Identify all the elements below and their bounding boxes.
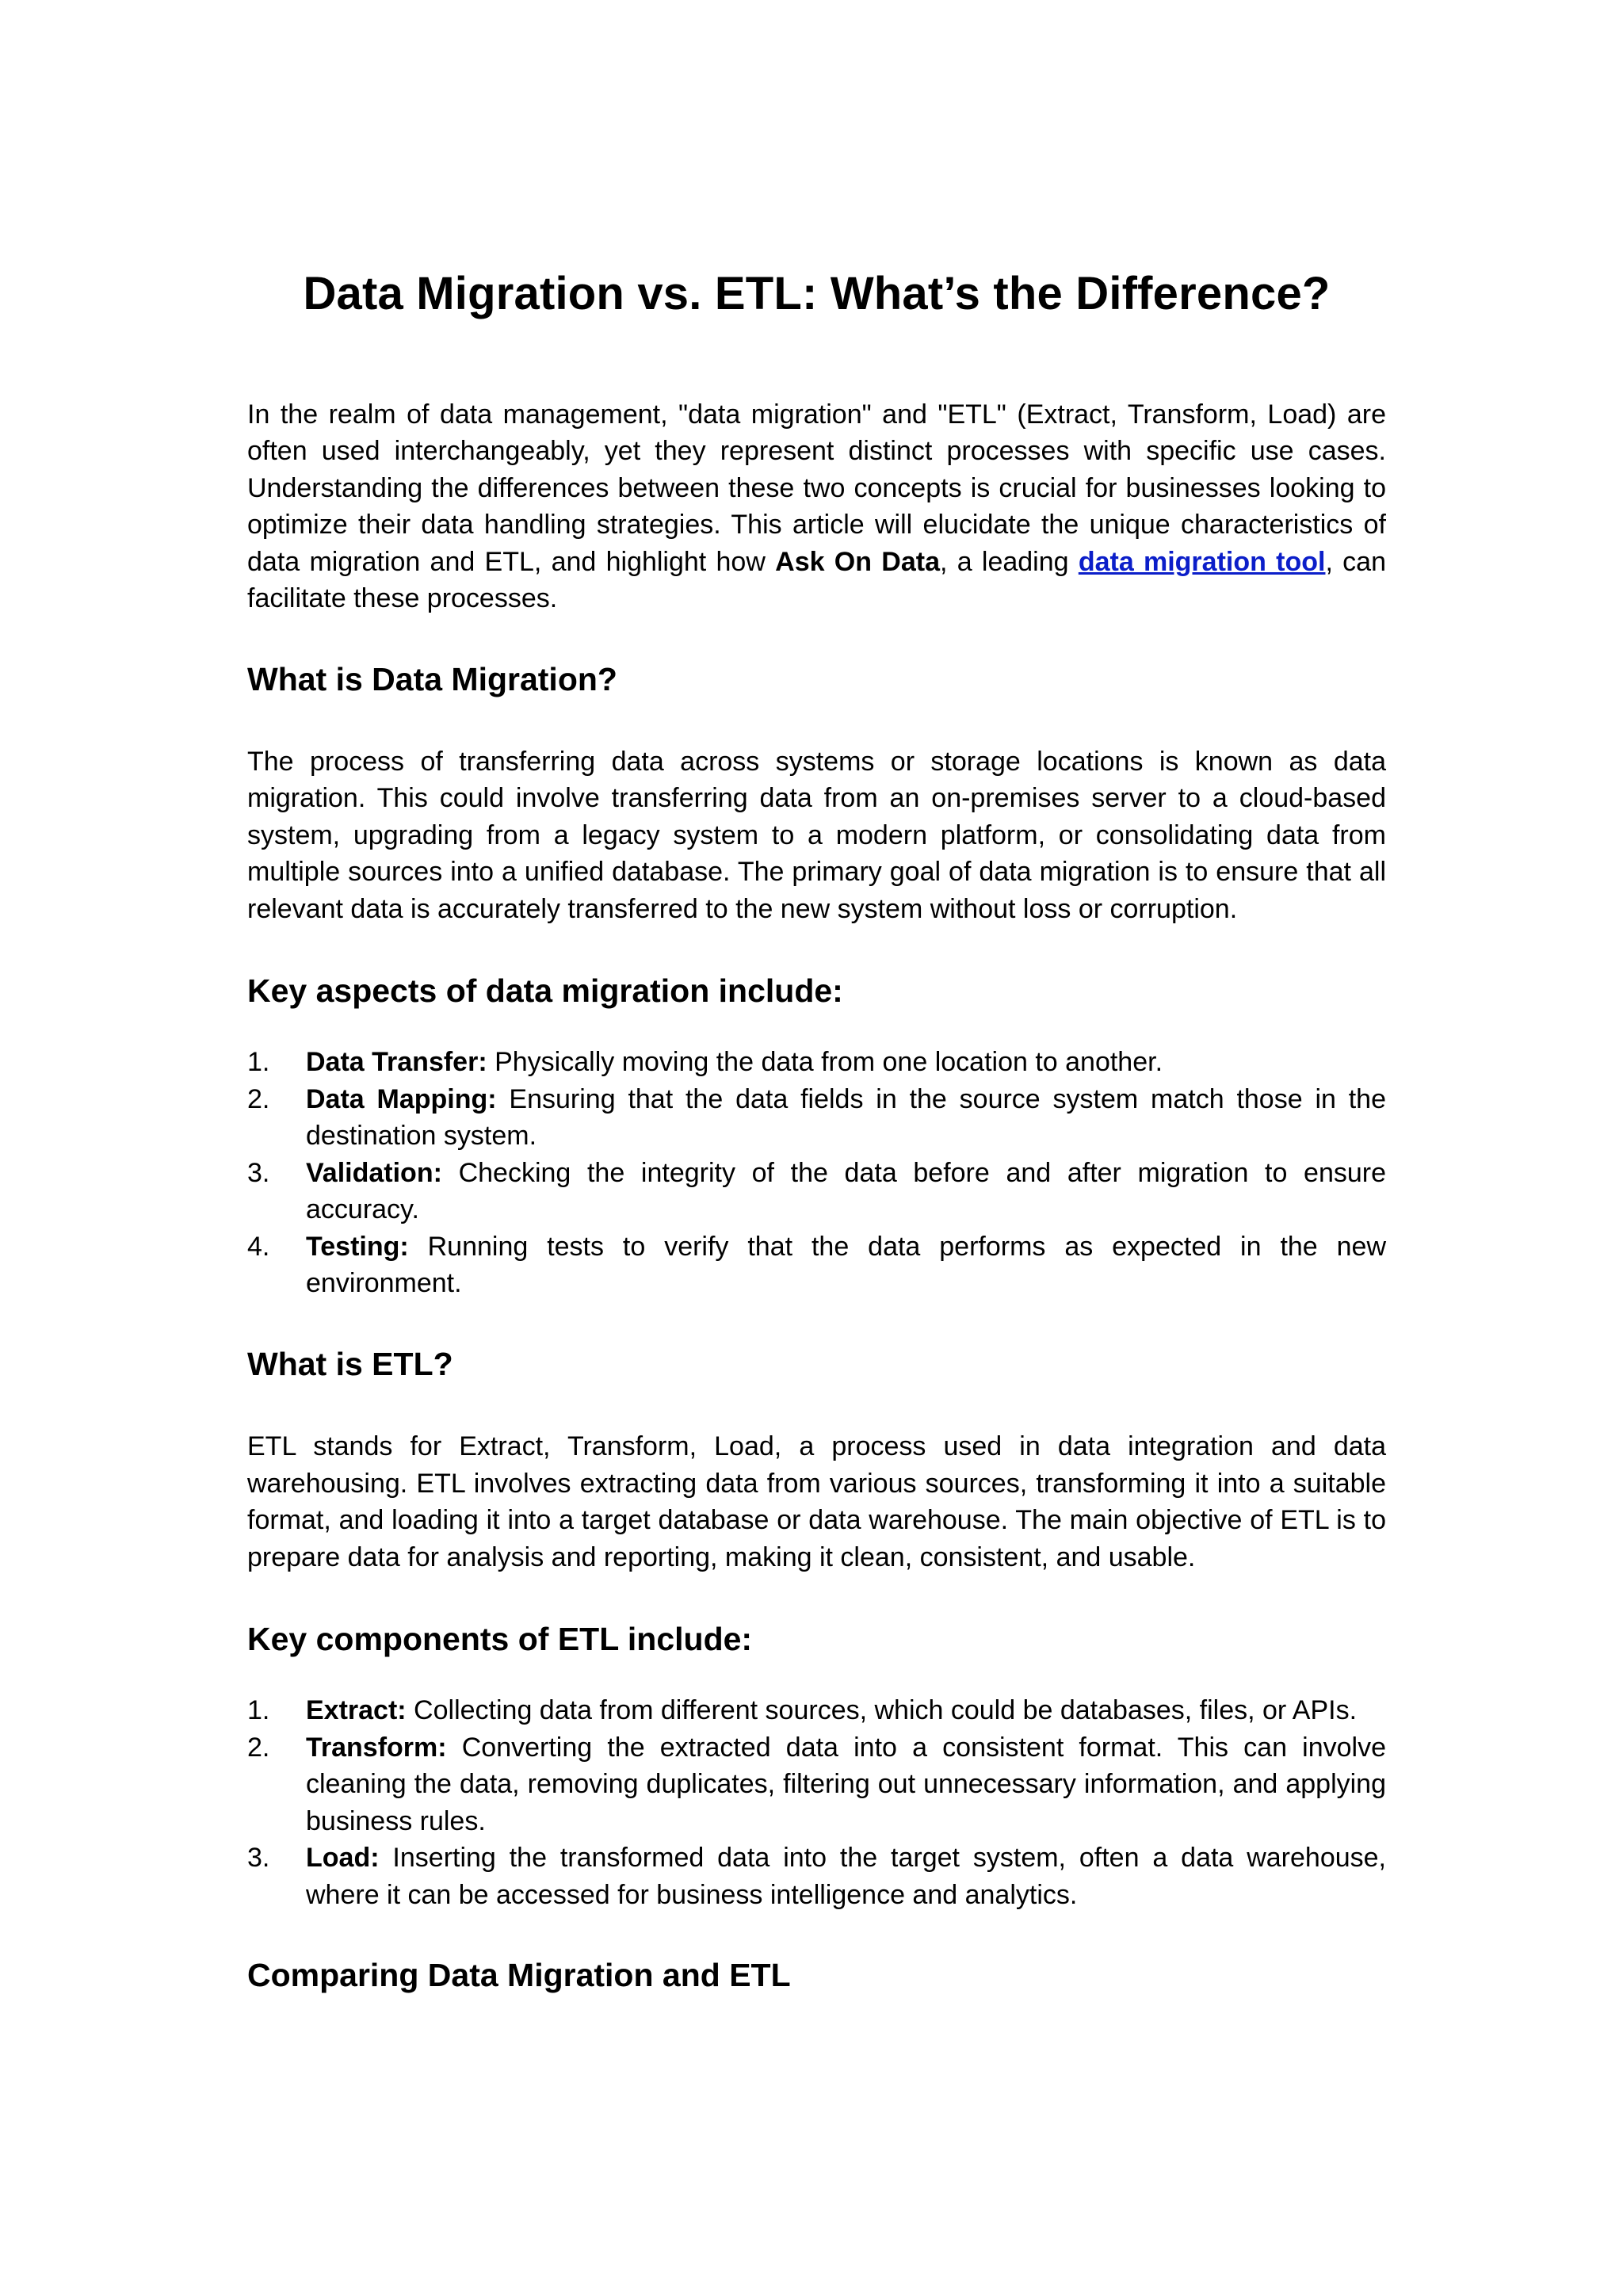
document-title: Data Migration vs. ETL: What’s the Difference? — [303, 268, 1331, 319]
list-item — [247, 1155, 1386, 1228]
list-number: 3. — [247, 1843, 270, 1874]
list-text: Converting the extracted data into a consistent format. This can involve cleaning the data, removing duplicates, filtering out unnecessary information, and applying business rules. — [306, 1732, 1386, 1836]
list-number: 1. — [247, 1047, 270, 1078]
list-number: 2. — [247, 1732, 270, 1763]
list-text: Ensuring that the data fields in the source system match those in the destination system. — [306, 1083, 1386, 1152]
heading-comparing: Comparing Data Migration and ETL — [247, 1957, 791, 1994]
intro-text-end: , can facilitate these processes. — [247, 546, 1387, 614]
list-term: Data Transfer: — [306, 1047, 487, 1078]
data-migration-tool-link[interactable]: data migration tool — [1078, 546, 1326, 577]
list-item — [247, 1228, 1386, 1302]
list-item — [247, 1044, 1386, 1081]
list-text: Running tests to verify that the data performs as expected in the new environment. — [306, 1231, 1386, 1299]
list-item — [247, 1729, 1386, 1840]
list-item — [247, 1839, 1386, 1913]
list-term: Load: — [306, 1843, 380, 1874]
list-number: 4. — [247, 1231, 270, 1262]
list-term: Transform: — [306, 1732, 447, 1763]
brand-name: Ask On Data — [775, 546, 940, 577]
list-item — [247, 1692, 1386, 1729]
list-term: Validation: — [306, 1157, 442, 1188]
heading-key-components: Key components of ETL include: — [247, 1621, 753, 1658]
list-text: Checking the integrity of the data before and after migration to ensure accuracy. — [306, 1157, 1386, 1225]
data-migration-paragraph: The process of transferring data across systems or storage locations is known as data migration. This could involve transferring data from an on-premises server to a cloud-based system, upgrading from a legacy system to a modern platform, or consolidating data from multiple sources into a unified database. The primary goal of data migration is to ensure that all relevant data is accurately transferred to the new system without loss or corruption. — [247, 746, 1386, 924]
list-text: Collecting data from different sources, which could be databases, files, or APIs. — [406, 1695, 1358, 1726]
heading-what-is-etl: What is ETL? — [247, 1345, 453, 1382]
key-components-list — [247, 1692, 1386, 1913]
key-aspects-list — [247, 1044, 1386, 1302]
intro-paragraph — [247, 396, 1386, 617]
intro-text-mid: , a leading — [940, 546, 1079, 577]
list-item — [247, 1081, 1386, 1155]
etl-paragraph: ETL stands for Extract, Transform, Load, a process used in data integration and data warehousing. ETL involves extracting data from various sources, transforming it into a suitable format, and loading it into a target database or data warehouse. The main objective of ETL is to prepare data for analysis and reporting, making it clean, consistent, and usable. — [247, 1431, 1386, 1572]
intro-text: In the realm of data management, "data migration" and "ETL" (Extract, Transform, Load) are often used interchangeably, yet they represent distinct processes with specific use cases. Understanding the differences between these two concepts is crucial for businesses looking to optimize their data handling strategies. This article will elucidate the unique characteristics of data migration and ETL, and highlight how — [247, 399, 1386, 577]
list-number: 1. — [247, 1695, 270, 1726]
list-text: Physically moving the data from one location to another. — [487, 1047, 1163, 1078]
list-term: Extract: — [306, 1695, 407, 1726]
list-number: 2. — [247, 1083, 270, 1114]
list-term: Data Mapping: — [306, 1083, 497, 1114]
list-number: 3. — [247, 1157, 270, 1188]
list-term: Testing: — [306, 1231, 409, 1262]
heading-what-is-data-migration: What is Data Migration? — [247, 660, 617, 697]
list-text: Inserting the transformed data into the target system, often a data warehouse, where it can be accessed for business intelligence and analytics. — [306, 1843, 1386, 1910]
heading-key-aspects: Key aspects of data migration include: — [247, 972, 843, 1010]
